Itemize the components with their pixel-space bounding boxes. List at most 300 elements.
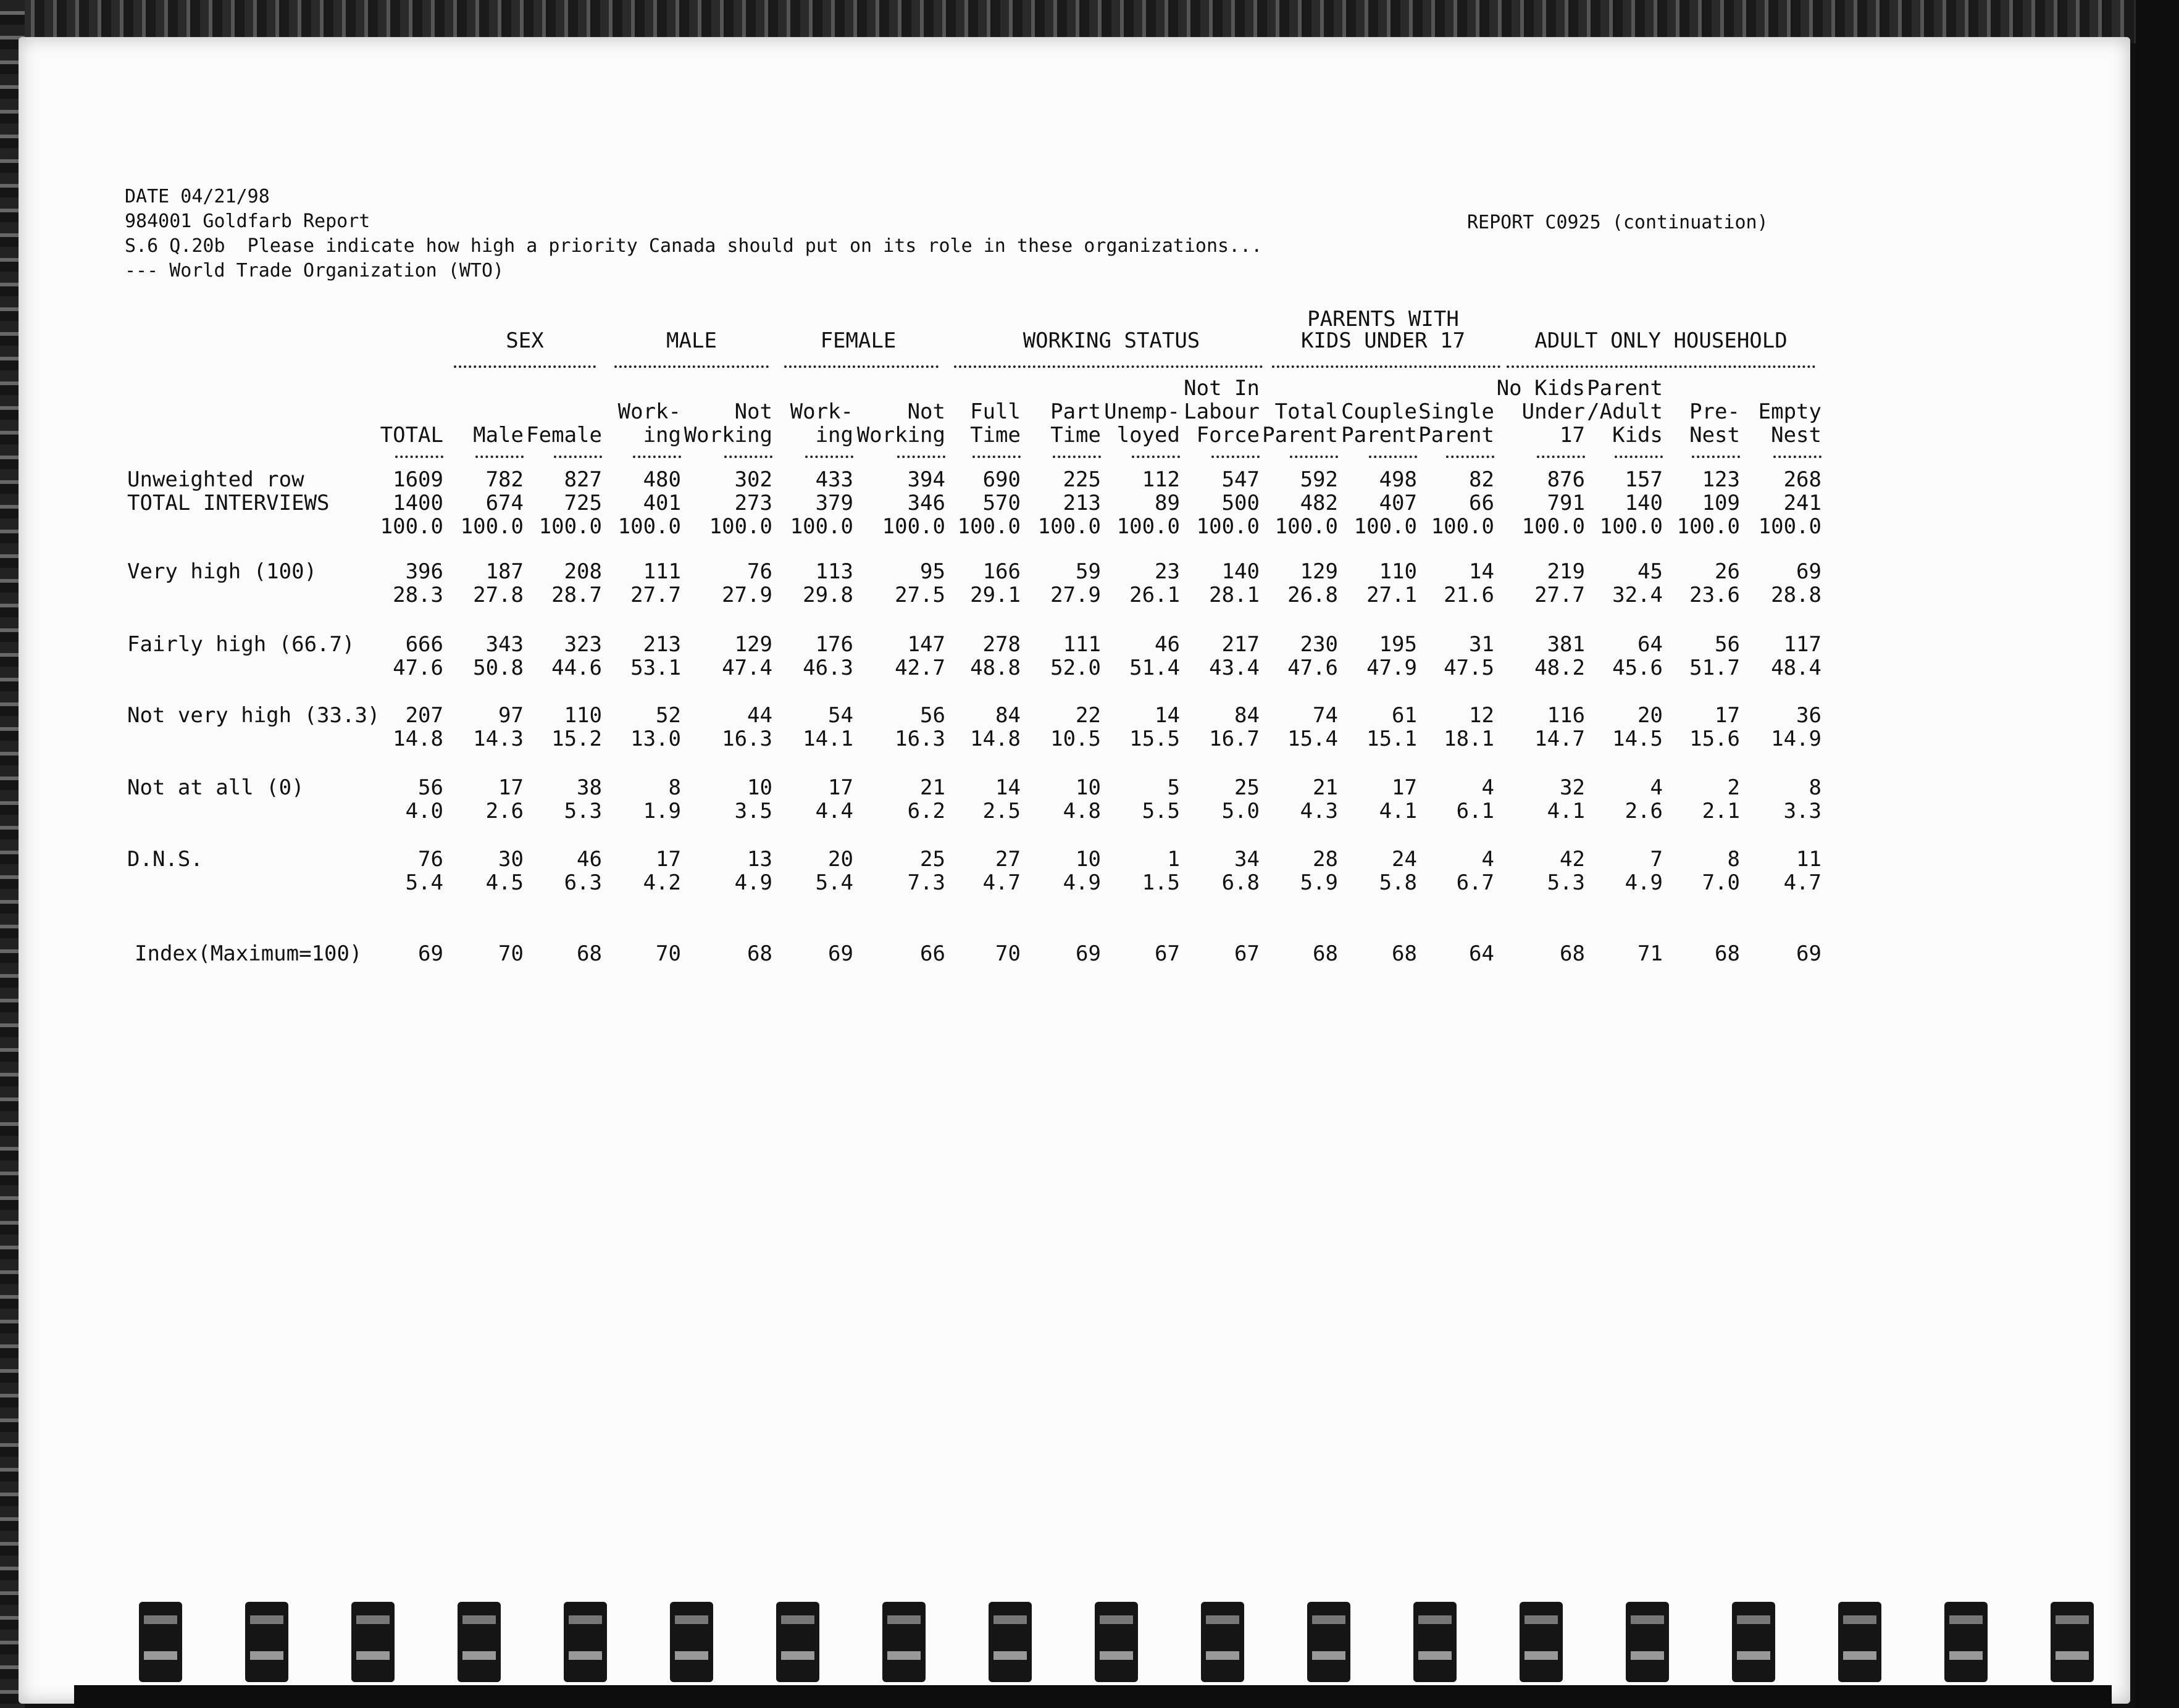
column-header: Single	[1418, 399, 1494, 424]
column-header: /Adult	[1587, 399, 1663, 424]
table-cell: 100.0	[1521, 514, 1585, 539]
table-cell: 46.3	[803, 656, 853, 680]
table-cell: 4.2	[643, 870, 681, 895]
table-cell: 30	[498, 847, 524, 872]
column-header: 17	[1560, 423, 1585, 448]
table-cell: 29.1	[970, 583, 1021, 607]
table-cell: 52	[656, 703, 681, 728]
table-cell: 2.6	[1625, 799, 1663, 823]
table-cell: 15.4	[1287, 727, 1338, 751]
column-underline	[1132, 456, 1180, 458]
column-underline	[805, 456, 853, 458]
table-cell: 433	[815, 467, 853, 492]
index-value: 68	[747, 941, 772, 966]
table-cell: 140	[1625, 491, 1663, 515]
table-cell: 26.8	[1287, 583, 1338, 607]
column-header: Parent	[1341, 423, 1417, 448]
table-cell: 116	[1547, 703, 1585, 728]
row-label: TOTAL INTERVIEWS	[127, 491, 330, 515]
table-cell: 674	[485, 491, 524, 515]
table-cell: 11	[1796, 847, 1821, 872]
table-cell: 74	[1313, 703, 1338, 728]
column-header: loyed	[1116, 423, 1180, 448]
table-cell: 166	[982, 559, 1021, 584]
index-value: 69	[1076, 941, 1101, 966]
table-cell: 48.4	[1771, 656, 1821, 680]
table-cell: 2.1	[1702, 799, 1740, 823]
table-cell: 47.4	[722, 656, 772, 680]
table-cell: 17	[1715, 703, 1740, 728]
binder-ring	[245, 1602, 288, 1682]
question-subject: --- World Trade Organization (WTO)	[125, 260, 504, 281]
table-cell: 100.0	[380, 514, 443, 539]
table-cell: 117	[1783, 632, 1821, 657]
table-cell: 32.4	[1612, 583, 1663, 607]
table-cell: 20	[828, 847, 853, 872]
table-cell: 100.0	[538, 514, 602, 539]
column-underline	[1211, 456, 1260, 458]
column-header: Under	[1521, 399, 1585, 424]
table-cell: 100.0	[1431, 514, 1494, 539]
table-cell: 14.3	[473, 727, 524, 751]
table-cell: 95	[920, 559, 945, 584]
table-cell: 112	[1142, 467, 1180, 492]
table-cell: 208	[564, 559, 602, 584]
table-cell: 2.6	[485, 799, 524, 823]
column-underline	[1290, 456, 1338, 458]
group-underline	[784, 365, 939, 368]
table-cell: 24	[1392, 847, 1417, 872]
column-header: Work-	[617, 399, 681, 424]
table-cell: 343	[485, 632, 524, 657]
column-header: Male	[473, 423, 524, 448]
table-cell: 84	[1234, 703, 1260, 728]
column-underline	[475, 456, 524, 458]
table-cell: 113	[815, 559, 853, 584]
table-cell: 482	[1300, 491, 1338, 515]
table-cell: 45	[1637, 559, 1663, 584]
group-underline	[954, 365, 1263, 368]
table-cell: 111	[1063, 632, 1101, 657]
binder-ring	[882, 1602, 926, 1682]
table-cell: 10	[1076, 775, 1101, 800]
table-cell: 111	[643, 559, 681, 584]
table-cell: 29.8	[803, 583, 853, 607]
group-sex: SEX	[506, 328, 544, 353]
table-cell: 14.8	[393, 727, 443, 751]
column-header: Empty	[1758, 399, 1821, 424]
table-cell: 84	[995, 703, 1021, 728]
column-header: Total	[1274, 399, 1338, 424]
table-cell: 27.9	[1050, 583, 1101, 607]
row-label: Not very high (33.3)	[127, 703, 380, 728]
table-cell: 4	[1481, 847, 1494, 872]
binder-bottom-strip	[74, 1685, 2112, 1708]
table-cell: 21	[1313, 775, 1338, 800]
table-cell: 61	[1392, 703, 1417, 728]
table-cell: 28.3	[393, 583, 443, 607]
table-cell: 27.9	[722, 583, 772, 607]
binder-ring	[1626, 1602, 1669, 1682]
report-name: 984001 Goldfarb Report	[125, 210, 370, 232]
table-cell: 666	[405, 632, 443, 657]
column-header: Female	[526, 423, 602, 448]
table-cell: 8	[1809, 775, 1821, 800]
column-underline	[633, 456, 681, 458]
table-cell: 5.3	[1547, 870, 1585, 895]
table-cell: 4.4	[815, 799, 853, 823]
table-cell: 16.3	[722, 727, 772, 751]
index-value: 69	[828, 941, 853, 966]
table-cell: 47.9	[1366, 656, 1417, 680]
index-value: 70	[995, 941, 1021, 966]
column-header: Full	[970, 399, 1021, 424]
table-cell: 1	[1167, 847, 1180, 872]
table-cell: 10.5	[1050, 727, 1101, 751]
table-cell: 53.1	[630, 656, 681, 680]
table-cell: 28	[1313, 847, 1338, 872]
column-underline	[1446, 456, 1494, 458]
table-cell: 500	[1221, 491, 1260, 515]
table-cell: 100.0	[1353, 514, 1417, 539]
table-cell: 32	[1560, 775, 1585, 800]
binder-ring	[1201, 1602, 1244, 1682]
table-cell: 4.9	[1063, 870, 1101, 895]
column-header: Part	[1050, 399, 1101, 424]
table-cell: 2	[1727, 775, 1740, 800]
table-cell: 1.9	[643, 799, 681, 823]
binder-ring	[1944, 1602, 1988, 1682]
table-cell: 17	[498, 775, 524, 800]
column-header: Unemp-	[1104, 399, 1180, 424]
table-cell: 123	[1702, 467, 1740, 492]
column-header: Not	[734, 399, 772, 424]
table-cell: 401	[643, 491, 681, 515]
table-cell: 13	[747, 847, 772, 872]
table-cell: 27.5	[895, 583, 945, 607]
index-value: 68	[1560, 941, 1585, 966]
table-cell: 64	[1637, 632, 1663, 657]
table-cell: 97	[498, 703, 524, 728]
table-cell: 4.5	[485, 870, 524, 895]
table-cell: 5.4	[815, 870, 853, 895]
table-cell: 379	[815, 491, 853, 515]
column-underline	[1369, 456, 1417, 458]
table-cell: 100.0	[957, 514, 1021, 539]
table-cell: 109	[1702, 491, 1740, 515]
table-cell: 187	[485, 559, 524, 584]
table-cell: 21	[920, 775, 945, 800]
table-cell: 570	[982, 491, 1021, 515]
table-cell: 6.3	[564, 870, 602, 895]
table-cell: 18.1	[1444, 727, 1494, 751]
table-cell: 4.7	[982, 870, 1021, 895]
column-underline	[1053, 456, 1101, 458]
table-cell: 14	[1155, 703, 1180, 728]
table-cell: 5.0	[1221, 799, 1260, 823]
question-text: S.6 Q.20b Please indicate how high a priority Canada should put on its role in these organizations...	[125, 235, 1263, 257]
table-cell: 14.5	[1612, 727, 1663, 751]
binder-ring	[1732, 1602, 1775, 1682]
table-cell: 100.0	[790, 514, 853, 539]
table-cell: 23	[1155, 559, 1180, 584]
binder-ring	[1307, 1602, 1350, 1682]
table-cell: 100.0	[460, 514, 524, 539]
table-cell: 14.8	[970, 727, 1021, 751]
table-cell: 5.4	[405, 870, 443, 895]
table-cell: 16.7	[1209, 727, 1260, 751]
table-cell: 4.9	[734, 870, 772, 895]
table-cell: 21.6	[1444, 583, 1494, 607]
table-cell: 592	[1300, 467, 1338, 492]
column-header: Working	[856, 423, 945, 448]
binder-ring	[670, 1602, 713, 1682]
table-cell: 381	[1547, 632, 1585, 657]
index-value: 68	[1313, 941, 1338, 966]
table-cell: 176	[815, 632, 853, 657]
column-header: Time	[1050, 423, 1101, 448]
index-value: 67	[1234, 941, 1260, 966]
table-cell: 28.7	[551, 583, 602, 607]
table-cell: 56	[1715, 632, 1740, 657]
table-cell: 213	[643, 632, 681, 657]
table-cell: 56	[418, 775, 443, 800]
column-header: Time	[970, 423, 1021, 448]
table-cell: 15.2	[551, 727, 602, 751]
column-header: Work-	[790, 399, 853, 424]
table-cell: 5.9	[1300, 870, 1338, 895]
table-cell: 396	[405, 559, 443, 584]
table-cell: 6.2	[907, 799, 945, 823]
table-cell: 42	[1560, 847, 1585, 872]
table-cell: 5.3	[564, 799, 602, 823]
table-cell: 7.0	[1702, 870, 1740, 895]
table-cell: 14	[995, 775, 1021, 800]
index-value: 69	[418, 941, 443, 966]
column-underline	[1615, 456, 1663, 458]
table-cell: 59	[1076, 559, 1101, 584]
table-cell: 394	[907, 467, 945, 492]
table-cell: 100.0	[1196, 514, 1260, 539]
table-cell: 15.1	[1366, 727, 1417, 751]
group-male: MALE	[666, 328, 717, 353]
table-cell: 27.7	[1534, 583, 1585, 607]
table-cell: 4.3	[1300, 799, 1338, 823]
index-value: 68	[1392, 941, 1417, 966]
column-underline	[724, 456, 772, 458]
binder-ring	[989, 1602, 1032, 1682]
table-cell: 110	[564, 703, 602, 728]
table-cell: 23.6	[1689, 583, 1740, 607]
table-cell: 1400	[393, 491, 443, 515]
column-underline	[1773, 456, 1821, 458]
column-header: ing	[815, 423, 853, 448]
table-cell: 76	[747, 559, 772, 584]
table-cell: 36	[1796, 703, 1821, 728]
table-cell: 27.8	[473, 583, 524, 607]
table-cell: 7.3	[907, 870, 945, 895]
table-cell: 129	[734, 632, 772, 657]
table-cell: 56	[920, 703, 945, 728]
table-cell: 6.8	[1221, 870, 1260, 895]
table-cell: 47.6	[1287, 656, 1338, 680]
column-header: ing	[643, 423, 681, 448]
group-working-status: WORKING STATUS	[1023, 328, 1200, 353]
table-cell: 1609	[393, 467, 443, 492]
table-cell: 1.5	[1142, 870, 1180, 895]
group-underline	[1507, 365, 1815, 368]
column-underline	[395, 456, 443, 458]
table-cell: 45.6	[1612, 656, 1663, 680]
binder-ring	[1095, 1602, 1138, 1682]
binder-ring	[351, 1602, 395, 1682]
table-cell: 100.0	[1116, 514, 1180, 539]
table-cell: 100.0	[1037, 514, 1101, 539]
table-cell: 27.1	[1366, 583, 1417, 607]
table-cell: 66	[1469, 491, 1494, 515]
table-cell: 10	[1076, 847, 1101, 872]
column-header: Not In	[1184, 376, 1260, 401]
table-cell: 6.1	[1456, 799, 1494, 823]
row-label: Fairly high (66.7)	[127, 632, 355, 657]
table-cell: 50.8	[473, 656, 524, 680]
index-value: 64	[1469, 941, 1494, 966]
binder-ring	[2051, 1602, 2094, 1682]
group-parents-line2: KIDS UNDER 17	[1300, 328, 1466, 353]
table-cell: 157	[1625, 467, 1663, 492]
table-cell: 6.7	[1456, 870, 1494, 895]
table-cell: 4.7	[1783, 870, 1821, 895]
table-cell: 51.4	[1129, 656, 1180, 680]
table-cell: 14.7	[1534, 727, 1585, 751]
table-cell: 17	[828, 775, 853, 800]
table-cell: 26.1	[1129, 583, 1180, 607]
table-cell: 219	[1547, 559, 1585, 584]
table-cell: 26	[1715, 559, 1740, 584]
column-header: Nest	[1689, 423, 1740, 448]
binder-ring	[776, 1602, 819, 1682]
table-cell: 129	[1300, 559, 1338, 584]
column-header: Couple	[1341, 399, 1417, 424]
table-cell: 268	[1783, 467, 1821, 492]
table-cell: 207	[405, 703, 443, 728]
table-cell: 100.0	[1599, 514, 1663, 539]
table-cell: 52.0	[1050, 656, 1101, 680]
table-cell: 2.5	[982, 799, 1021, 823]
column-header: Force	[1196, 423, 1260, 448]
table-cell: 51.7	[1689, 656, 1740, 680]
table-cell: 8	[668, 775, 681, 800]
table-cell: 4	[1481, 775, 1494, 800]
table-cell: 725	[564, 491, 602, 515]
table-cell: 791	[1547, 491, 1585, 515]
table-cell: 89	[1155, 491, 1180, 515]
table-cell: 827	[564, 467, 602, 492]
binder-right-edge	[2136, 0, 2179, 1708]
table-cell: 15.5	[1129, 727, 1180, 751]
table-cell: 5.8	[1379, 870, 1417, 895]
table-cell: 47.6	[393, 656, 443, 680]
report-date: DATE 04/21/98	[125, 186, 270, 207]
table-cell: 48.2	[1534, 656, 1585, 680]
table-cell: 22	[1076, 703, 1101, 728]
table-cell: 14	[1469, 559, 1494, 584]
binder-ring	[458, 1602, 501, 1682]
row-label: Not at all (0)	[127, 775, 304, 800]
binder-ring	[1413, 1602, 1457, 1682]
report-id: REPORT C0925 (continuation)	[1467, 212, 1768, 233]
group-parents-line1: PARENTS WITH	[1307, 307, 1459, 331]
column-header: Parent	[1587, 376, 1663, 401]
table-cell: 4.1	[1547, 799, 1585, 823]
table-cell: 42.7	[895, 656, 945, 680]
index-value: 70	[656, 941, 681, 966]
table-cell: 46	[577, 847, 602, 872]
table-cell: 54	[828, 703, 853, 728]
table-cell: 225	[1063, 467, 1101, 492]
index-value: 70	[498, 941, 524, 966]
column-header: Labour	[1184, 399, 1260, 424]
index-label: Index(Maximum=100)	[135, 941, 362, 966]
table-cell: 28.8	[1771, 583, 1821, 607]
column-header: Not	[907, 399, 945, 424]
row-label: D.N.S.	[127, 847, 203, 872]
table-cell: 100.0	[1758, 514, 1821, 539]
table-cell: 4	[1650, 775, 1663, 800]
table-cell: 213	[1063, 491, 1101, 515]
index-value: 68	[1715, 941, 1740, 966]
column-header: Kids	[1612, 423, 1663, 448]
column-header: TOTAL	[380, 423, 443, 448]
table-cell: 27.7	[630, 583, 681, 607]
table-cell: 17	[1392, 775, 1417, 800]
table-cell: 407	[1379, 491, 1417, 515]
table-cell: 140	[1221, 559, 1260, 584]
table-cell: 876	[1547, 467, 1585, 492]
table-cell: 4.8	[1063, 799, 1101, 823]
group-adult-household: ADULT ONLY HOUSEHOLD	[1534, 328, 1788, 353]
table-cell: 14.9	[1771, 727, 1821, 751]
table-cell: 13.0	[630, 727, 681, 751]
table-cell: 10	[747, 775, 772, 800]
table-cell: 278	[982, 632, 1021, 657]
table-cell: 547	[1221, 467, 1260, 492]
table-cell: 44	[747, 703, 772, 728]
table-cell: 4.0	[405, 799, 443, 823]
column-header: Parent	[1262, 423, 1338, 448]
table-cell: 100.0	[1274, 514, 1338, 539]
column-header: Pre-	[1689, 399, 1740, 424]
table-cell: 100.0	[617, 514, 681, 539]
column-underline	[1692, 456, 1740, 458]
table-cell: 690	[982, 467, 1021, 492]
table-cell: 3.5	[734, 799, 772, 823]
table-cell: 82	[1469, 467, 1494, 492]
group-female: FEMALE	[820, 328, 897, 353]
table-cell: 100.0	[882, 514, 945, 539]
table-cell: 498	[1379, 467, 1417, 492]
table-cell: 34	[1234, 847, 1260, 872]
index-value: 68	[577, 941, 602, 966]
table-cell: 147	[907, 632, 945, 657]
column-header: Working	[684, 423, 772, 448]
table-cell: 25	[1234, 775, 1260, 800]
table-cell: 43.4	[1209, 656, 1260, 680]
table-cell: 25	[920, 847, 945, 872]
index-value: 71	[1637, 941, 1663, 966]
row-label: Very high (100)	[127, 559, 317, 584]
column-header: Parent	[1418, 423, 1494, 448]
